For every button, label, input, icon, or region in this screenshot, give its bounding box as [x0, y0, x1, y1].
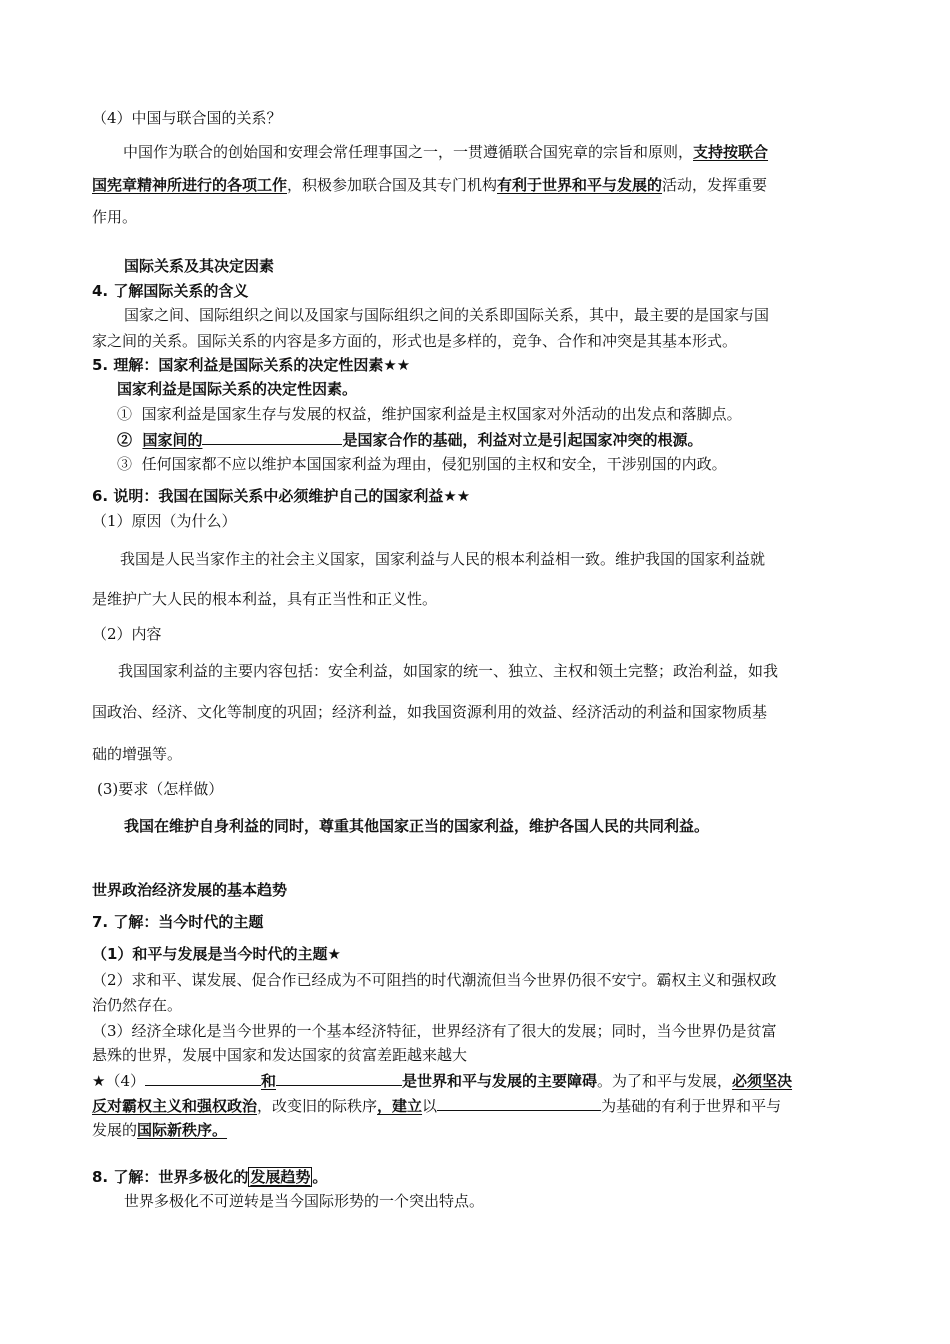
- item-5-point-3: ③ 任何国家都不应以维护本国国家利益为理由，侵犯别国的主权和安全，干涉别国的内政。: [117, 455, 727, 473]
- q4-paragraph-line-3: 作用。: [92, 208, 138, 226]
- section-heading-relations: 国际关系及其决定因素: [124, 257, 275, 275]
- fill-blank-2[interactable]: [145, 1070, 261, 1086]
- boxed-term: 发展趋势: [250, 1168, 311, 1186]
- section-heading-world: 世界政治经济发展的基本趋势: [92, 881, 288, 899]
- q4-emphasis-1: 支持按联合: [693, 143, 769, 161]
- q4-emphasis-3: 有利于世界和平与发展的: [497, 176, 663, 194]
- item-4-line-1: 国家之间、国际组织之间以及国家与国际组织之间的关系即国际关系，其中，最主要的是国家与国: [124, 306, 770, 324]
- item-6-sub-1: （1）原因（为什么）: [92, 512, 237, 530]
- item-6-title: 6. 说明：我国在国际关系中必须维护自己的国家利益★★: [92, 487, 471, 505]
- item-6-sub-2-line-2: 国政治、经济、文化等制度的巩固；经济利益，如我国资源利用的效益、经济活动的利益和国家物质基: [92, 703, 768, 721]
- item-8-line-1: 世界多极化不可逆转是当今国际形势的一个突出特点。: [124, 1192, 485, 1210]
- item-6-sub-3: (3)要求（怎样做）: [97, 780, 224, 798]
- item-7-point-3-line-1: （3）经济全球化是当今世界的一个基本经济特征，世界经济有了很大的发展；同时，当今世界仍是贫富: [92, 1022, 777, 1040]
- item-6-sub-3-line-1: 我国在维护自身利益的同时，尊重其他国家正当的国家利益，维护各国人民的共同利益。: [124, 817, 710, 835]
- item-5-point-1: ① 国家利益是国家生存与发展的权益，维护国家利益是主权国家对外活动的出发点和落脚点。: [117, 405, 742, 423]
- item-5-subtitle: 国家利益是国际关系的决定性因素。: [117, 380, 358, 398]
- point-2-number: ②: [117, 431, 133, 449]
- item-6-sub-1-line-1: 我国是人民当家作主的社会主义国家，国家利益与人民的根本利益相一致。维护我国的国家利益就: [120, 550, 766, 568]
- item-8-title: 8. 了解：世界多极化的 发展趋势 。: [92, 1168, 328, 1186]
- item-5-point-2: ② 国家间的 是国家合作的基础，利益对立是引起国家冲突的根源。: [117, 431, 703, 449]
- item-5-title: 5. 理解：国家利益是国际关系的决定性因素★★: [92, 356, 411, 374]
- item-7-point-4-line-2: 反对霸权主义和强权政治，改变旧的际秩序，建立以 为基础的有利于世界和平与: [92, 1097, 782, 1115]
- item-7-point-3-line-2: 悬殊的世界，发展中国家和发达国家的贫富差距越来越大: [92, 1046, 468, 1064]
- item-4-title: 4. 了解国际关系的含义: [92, 282, 249, 300]
- q4-paragraph-line-2: 国宪章精神所进行的各项工作，积极参加联合国及其专门机构有利于世界和平与发展的活动，发挥重要: [92, 176, 768, 194]
- q4-emphasis-2: 国宪章精神所进行的各项工作: [92, 176, 288, 194]
- item-7-point-1: （1）和平与发展是当今时代的主题★: [92, 945, 341, 963]
- item-7-point-4-line-1: ★（4） 和 是世界和平与发展的主要障碍。为了和平与发展，必须坚决: [92, 1072, 793, 1090]
- fill-blank-4[interactable]: [437, 1095, 601, 1111]
- item-6-sub-2: （2）内容: [92, 625, 162, 643]
- q4-title: （4）中国与联合国的关系？: [92, 109, 282, 127]
- item-6-sub-1-line-2: 是维护广大人民的根本利益，具有正当性和正义性。: [92, 590, 438, 608]
- item-7-point-4-line-3: 发展的国际新秩序。: [92, 1121, 228, 1139]
- point-1-number: ①: [117, 405, 133, 423]
- fill-blank-3[interactable]: [276, 1070, 402, 1086]
- item-7-point-2-line-1: （2）求和平、谋发展、促合作已经成为不可阻挡的时代潮流但当今世界仍很不安宁。霸权主义和强权政: [92, 971, 777, 989]
- item-6-sub-2-line-3: 础的增强等。: [92, 745, 183, 763]
- point-3-number: ③: [117, 455, 133, 473]
- star-marker: ★（4）: [92, 1072, 145, 1090]
- item-7-point-2-line-2: 治仍然存在。: [92, 996, 183, 1014]
- item-4-line-2: 家之间的关系。国际关系的内容是多方面的，形式也是多样的，竞争、合作和冲突是其基本形式。: [92, 332, 738, 350]
- item-7-title: 7. 了解：当今时代的主题: [92, 913, 264, 931]
- fill-blank-1[interactable]: [202, 429, 342, 445]
- q4-paragraph-line-1: 中国作为联合的创始国和安理会常任理事国之一，一贯遵循联合国宪章的宗旨和原则，支持按联合: [123, 143, 769, 161]
- item-6-sub-2-line-1: 我国国家利益的主要内容包括：安全利益，如国家的统一、独立、主权和领土完整；政治利益，如我: [118, 662, 779, 680]
